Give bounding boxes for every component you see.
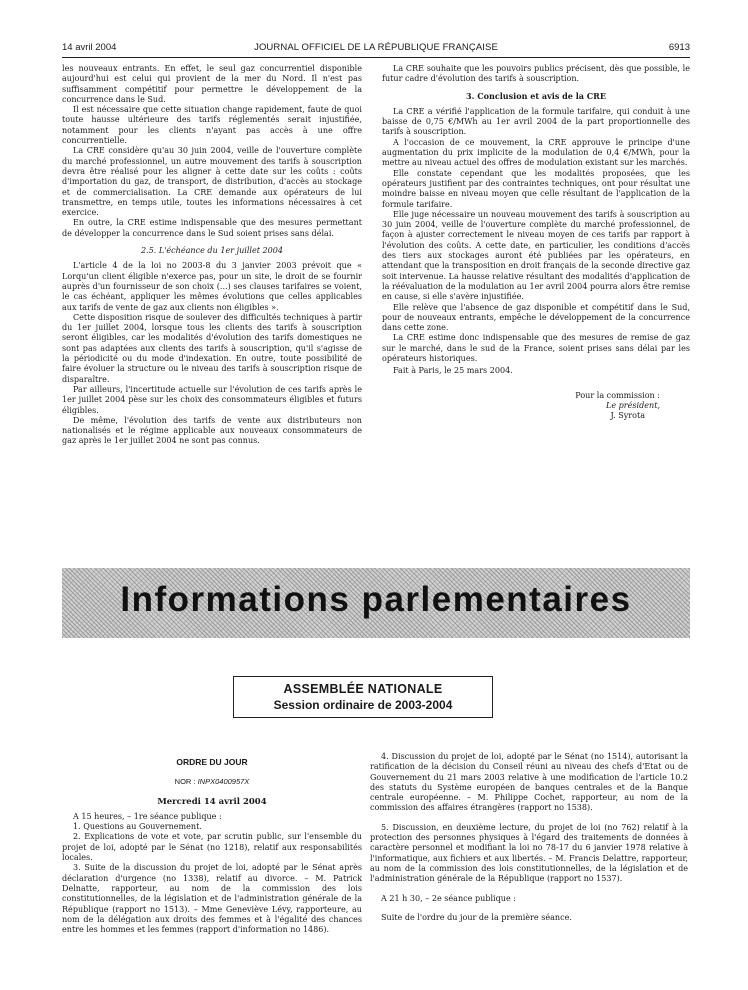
paragraph: De même, l'évolution des tarifs de vente aux distributeurs non nationalisés et le régime applicable aux nouveaux consommateurs de gaz après le 1er juillet 2004 ne sont pas connus. xyxy=(62,415,362,446)
header-date: 14 avril 2004 xyxy=(62,42,117,53)
paragraph: L'article 4 de la loi no 2003-8 du 3 janvier 2003 prévoit que « Lorqu'un client éligible n'exerce pas, pour un site, le droit de se fournir auprès d'un fournisseur de son choix (...) ses clauses tarifaires se voient, le cas échéant, appliquer les mêmes évolutions que celles applicables aux tarifs de vente de gaz aux clients non éligibles ». xyxy=(62,261,362,312)
signature-line: Pour la commission : xyxy=(575,390,660,400)
signature-name: J. Syrota xyxy=(610,411,645,421)
paragraph: Par ailleurs, l'incertitude actuelle sur l'évolution de ces tarifs après le 1er juillet 2004 pèse sur les choix des consommateurs éligibles et futurs éligibles. xyxy=(62,384,362,415)
subsection-heading: 2.5. L'échéance du 1er juillet 2004 xyxy=(140,246,284,256)
agenda-item: 2. Explications de vote et vote, par scrutin public, sur l'ensemble du projet de loi, adopté par le Sénat (no 1218), relatif aux responsabilités locales. xyxy=(62,832,362,863)
banner-title: Informations parlementaires xyxy=(120,580,632,619)
paragraph: les nouveaux entrants. En effet, le seul gaz concurrentiel disponible aujourd'hui est celui qui provient de la mer du Nord. Il n'est pas suffisamment compétitif pour permettre le développement de la concurrence dans le Sud. xyxy=(62,64,362,104)
agenda-item: 1. Questions au Gouvernement. xyxy=(73,822,202,832)
page-header xyxy=(62,42,690,56)
nor-reference: NOR : INPX0400957X xyxy=(174,777,250,787)
session-date: Mercredi 14 avril 2004 xyxy=(157,796,267,807)
agenda-item: 4. Discussion du projet de loi, adopté par le Sénat (no 1514), autorisant la ratification de la décision du Conseil réuni au niveau des chefs d'Etat ou de Gouvernement du 21 mars 2003 relative à une modification de l'article 10.2 des statuts du Système européen de banques centrales et de la Banque centrale européenne. – M. Philippe Cochet, rapporteur, au nom de la commission des affaires étrangères (rapport no 1538). xyxy=(370,752,688,813)
paragraph: Cette disposition risque de soulever des difficultés techniques à partir du 1er juillet 2004, lorsque tous les clients des tarifs à souscription seront éligibles, car les modalités d'évolution des tarifs domestiques ne sont pas adaptées aux clients des tarifs à souscription, qu'il s'agisse de la périodicité ou du mode d'indexation. En outre, toute possibilité de faire évoluer la structure ou le niveau des tarifs à souscription risque de disparaître. xyxy=(62,312,362,384)
column-top-right xyxy=(382,64,690,422)
column-top-left xyxy=(62,64,362,447)
signing-place-date: Fait à Paris, le 25 mars 2004. xyxy=(393,366,513,376)
agenda-item: A 21 h 30, – 2e séance publique : xyxy=(381,893,516,903)
paragraph: En outre, la CRE estime indispensable que des mesures permettant de développer la concurrence dans le Sud soient prises sans délai. xyxy=(62,218,362,238)
ordre-du-jour-heading: ORDRE DU JOUR xyxy=(176,757,248,767)
session-title: Session ordinaire de 2003-2004 xyxy=(273,698,453,712)
paragraph: A l'occasion de ce mouvement, la CRE approuve le principe d'une augmentation du prix implicite de la modulation de 0,4 €/MWh, pour la mettre au niveau actuel des offres de modulation existant sur les marchés. xyxy=(382,137,690,168)
paragraph: La CRE souhaite que les pouvoirs publics précisent, dès que possible, le futur cadre d'évolution des tarifs à souscription. xyxy=(382,64,690,84)
agenda-item: 5. Discussion, en deuxième lecture, du projet de loi (no 762) relatif à la protection des personnes physiques à l'égard des traitements de données à caractère personnel et modifiant la loi no 78-17 du 6 janvier 1978 relative à l'informatique, aux fichiers et aux libertés. – M. Francis Delattre, rapporteur, au nom de la commission des lois constitutionnelles, de la législation et de l'administration générale de la République (rapport no 1537). xyxy=(370,822,688,884)
journal-title: JOURNAL OFFICIEL DE LA RÉPUBLIQUE FRANÇAISE xyxy=(254,42,498,53)
page-number: 6913 xyxy=(668,42,690,53)
paragraph: Elle constate cependant que les modalités proposées, que les opérateurs justifient par des contraintes techniques, ont pour résultat une moindre baisse en niveau moyen que celle résultant de l'application de la formule tarifaire. xyxy=(382,168,690,209)
column-bottom-right xyxy=(370,752,688,923)
signature-title: Le président, xyxy=(605,400,660,410)
paragraph: La CRE estime donc indispensable que des mesures de remise de gaz sur le marché, dans le sud de la France, soient prises sans délai par les opérateurs historiques. xyxy=(382,333,690,364)
agenda-item: Suite de l'ordre du jour de la première séance. xyxy=(381,912,572,922)
assemblee-title: ASSEMBLÉE NATIONALE xyxy=(283,682,443,696)
paragraph: Elle relève que l'absence de gaz disponible et compétitif dans le Sud, pour de nouveaux entrants, empêche le développement de la concurrence dans cette zone. xyxy=(382,302,690,333)
paragraph: Elle juge nécessaire un nouveau mouvement des tarifs à souscription au 30 juin 2004, veille de l'ouverture complète du marché professionnel, de façon à ajuster correctement le niveau moyen de ces tarifs par rapport à l'évolution des coûts. A cette date, en particulier, les conditions d'accès des tiers aux stockages auront été publiées par les opérateurs, en attendant que la transposition en droit français de la seconde directive gaz soit intervenue. La hausse relative résultant des modalités d'application de la réévaluation de la modulation au 1er avril 2004 pourra alors être remise en cause, si elle s'avère injustifiée. xyxy=(382,209,690,302)
assemblee-box xyxy=(233,676,493,718)
column-bottom-left xyxy=(62,752,362,935)
paragraph: La CRE considère qu'au 30 juin 2004, veille de l'ouverture complète du marché professionnel, un autre mouvement des tarifs à souscription devra être réalisé pour les aligner à cette date sur les coûts : coûts d'importation du gaz, de transport, de distribution, d'accès au stockage et de commercialisation. La CRE demande aux opérateurs de lui transmettre, en temps utile, toutes les informations nécessaires à cet exercice. xyxy=(62,146,362,218)
header-rule xyxy=(62,57,690,58)
agenda-item: 3. Suite de la discussion du projet de loi, adopté par le Sénat après déclaration d'urgence (no 1338), relatif au divorce. – M. Patrick Delnatte, rapporteur, au nom de la commission des lois constitutionnelles, de la législation et de l'administration générale de la République (rapport no 1513). – Mme Geneviève Lévy, rapporteure, au nom de la délégation aux droits des femmes et à l'égalité des chances entre les hommes et les femmes (rapport d'information no 1486). xyxy=(62,863,362,935)
paragraph: La CRE a vérifié l'application de la formule tarifaire, qui conduit à une baisse de 0,75 €/MWh au 1er avril 2004 de la part proportionnelle des tarifs à souscription. xyxy=(382,106,690,137)
section-heading: 3. Conclusion et avis de la CRE xyxy=(466,90,606,101)
paragraph: Il est nécessaire que cette situation change rapidement, faute de quoi toute hausse ultérieure des tarifs réglementés serait injustifiée, notamment pour les clients n'ayant pas accès à une offre concurrentielle. xyxy=(62,105,362,146)
agenda-item: A 15 heures, – 1re séance publique : xyxy=(73,811,222,821)
